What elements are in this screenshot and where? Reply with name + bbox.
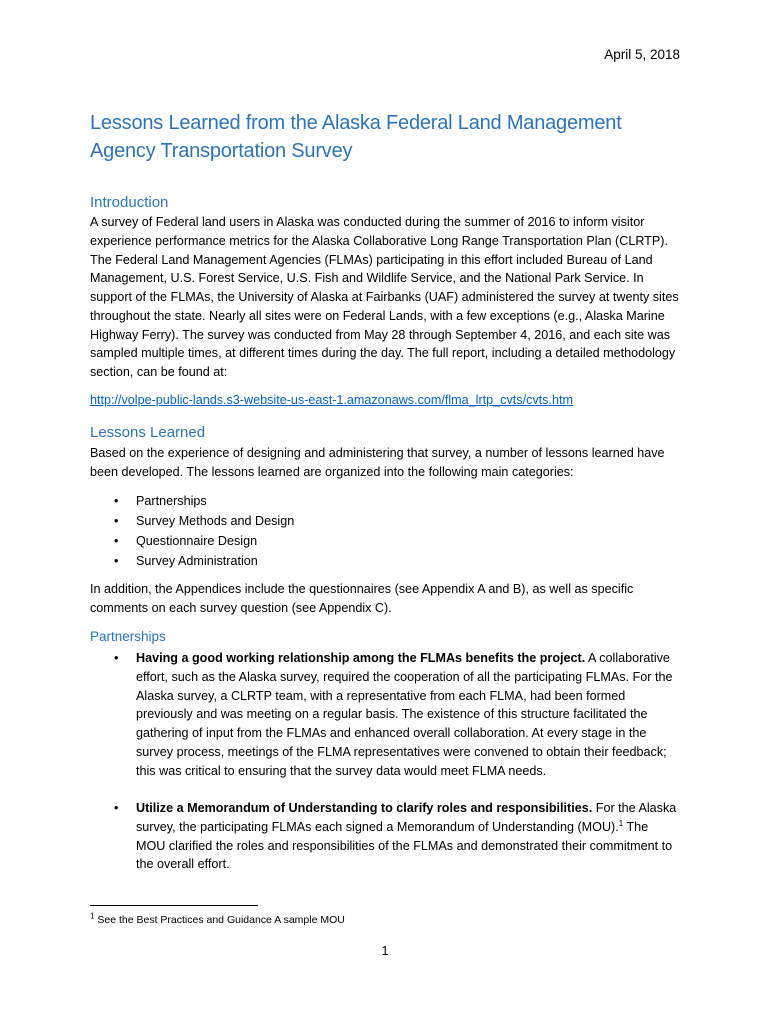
partnership-item-text xyxy=(136,649,680,780)
bullet-icon: • xyxy=(114,651,119,665)
partnership-item xyxy=(90,649,680,780)
document-title: Lessons Learned from the Alaska Federal Land Management Agency Transportation Survey xyxy=(90,112,622,162)
list-item: • Survey Administration xyxy=(90,551,294,571)
partnership-item-body: For the Alaska survey, the participating FLMAs each signed a Memorandum of Understanding (MOU). xyxy=(136,801,677,834)
partnership-item-lead: Utilize a Memorandum of Understanding to clarify roles and responsibilities. xyxy=(136,801,593,815)
introduction-heading: Introduction xyxy=(90,194,169,211)
partnership-item-body: A collaborative effort, such as the Alaska survey, required the cooperation of all the participating FLMAs. For the Alaska survey, a CLRTP team, with a representative from each FLMA, had been formed previously and was meeting on a regular basis. The existence of this structure facilitated the gathering of input from the FLMAs and enhanced overall collaboration. At every stage in the survey process, meetings of the FLMA representatives were convened to obtain their feedback; this was critical to ensuring that the survey data would meet FLMA needs. xyxy=(136,651,673,778)
appendix-note-text: In addition, the Appendices include the questionnaires (see Appendix A and B), as well as specific comments on each survey question (see Appendix C). xyxy=(90,582,634,615)
document-date: April 5, 2018 xyxy=(604,47,680,62)
lessons-learned-body xyxy=(90,444,680,482)
partnership-item-body-cont: The MOU clarified the roles and responsibilities of the FLMAs and demonstrated their commitment to the overall effort. xyxy=(136,819,673,872)
partnership-item-lead: Having a good working relationship among the FLMAs benefits the project. xyxy=(136,651,586,665)
page-number: 1 xyxy=(381,944,389,958)
list-item: • Questionnaire Design xyxy=(90,531,294,551)
report-link[interactable]: http://volpe-public-lands.s3-website-us-east-1.amazonaws.com/flma_lrtp_cvts/cvts.htm xyxy=(90,393,573,407)
partnership-item-text xyxy=(136,799,680,874)
bullet-icon: • xyxy=(114,801,119,815)
list-item: • Survey Methods and Design xyxy=(90,511,294,531)
footnote-number: 1 xyxy=(90,911,95,921)
lessons-learned-text: Based on the experience of designing and administering that survey, a number of lessons learned have been developed. The lessons learned are organized into the following main categories: xyxy=(90,446,665,479)
bullet-icon: • xyxy=(114,514,119,528)
bullet-icon: • xyxy=(114,494,119,508)
bullet-icon: • xyxy=(114,534,119,548)
appendix-note xyxy=(90,580,680,618)
partnership-item xyxy=(90,799,680,874)
footnote-text: See the Best Practices and Guidance A sample MOU xyxy=(94,914,345,926)
list-item: • Partnerships xyxy=(90,491,294,511)
lessons-learned-heading: Lessons Learned xyxy=(90,424,206,441)
bullet-icon: • xyxy=(114,554,119,568)
footnote-divider xyxy=(90,905,258,906)
introduction-body xyxy=(90,213,680,382)
introduction-text: A survey of Federal land users in Alaska was conducted during the summer of 2016 to inform visitor experience performance metrics for the Alaska Collaborative Long Range Transportation Plan (CLRTP). The Federal Land Management Agencies (FLMAs) participating in this effort included Bureau of Land Management, U.S. Forest Service, U.S. Fish and Wildlife Service, and the National Park Service. In support of the FLMAs, the University of Alaska at Fairbanks (UAF) administered the survey at twenty sites throughout the state. Nearly all sites were on Federal Lands, with a few exceptions (e.g., Alaska Marine Highway Ferry). The survey was conducted from May 28 through September 4, 2016, and each site was sampled multiple times, at different times during the day. The full report, including a detailed methodology section, can be found at: xyxy=(90,215,679,379)
footnote-ref[interactable]: 1 xyxy=(618,818,624,828)
partnerships-heading: Partnerships xyxy=(90,629,166,644)
footnote xyxy=(90,911,345,926)
category-list xyxy=(90,491,294,571)
